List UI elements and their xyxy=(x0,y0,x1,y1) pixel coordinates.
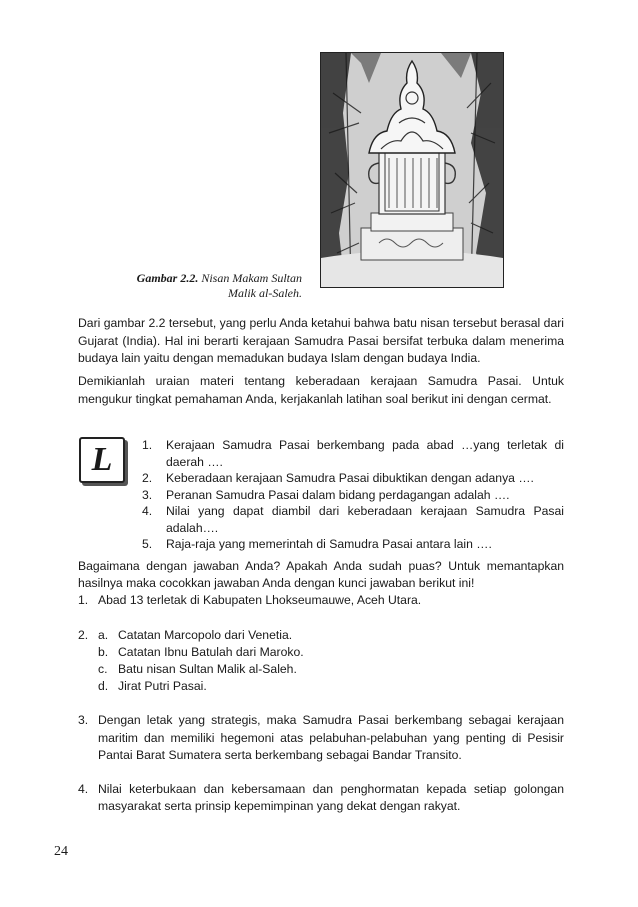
caption-label: Gambar 2.2. xyxy=(136,271,199,285)
exercise-number: 4. xyxy=(142,504,153,518)
answer-sub-item xyxy=(98,644,564,661)
page-number: 24 xyxy=(54,844,68,859)
exercise-text: Kerajaan Samudra Pasai berkembang pada abad …yang terletak di daerah …. xyxy=(166,438,564,469)
sub-text: Catatan Ibnu Batulah dari Maroko. xyxy=(118,644,304,659)
intro-paragraph-1 xyxy=(78,315,564,368)
sub-letter: a. xyxy=(98,627,109,642)
exercise-icon-glyph: L xyxy=(91,441,113,478)
answer-item-1 xyxy=(78,592,564,609)
sub-text: Jirat Putri Pasai. xyxy=(118,679,207,694)
exercise-item xyxy=(142,487,564,504)
exercise-number: 3. xyxy=(142,487,153,502)
exercise-text: Peranan Samudra Pasai dalam bidang perdagangan adalah …. xyxy=(166,487,510,502)
intro-paragraph-2 xyxy=(78,373,564,408)
sub-letter: b. xyxy=(98,644,109,659)
exercise-text: Raja-raja yang memerintah di Samudra Pasai antara lain …. xyxy=(166,537,492,551)
caption-line2: Malik al-Saleh. xyxy=(228,286,302,300)
answer-item-2 xyxy=(78,627,564,696)
answer-item-3 xyxy=(78,712,564,764)
exercise-item xyxy=(142,503,564,536)
answer-number: 4. xyxy=(78,782,89,797)
exercise-list xyxy=(142,437,564,553)
gravestone-photo xyxy=(320,52,504,288)
exercise-number: 1. xyxy=(142,438,153,452)
answer-sub-item xyxy=(98,678,564,695)
intro-text-2: Demikianlah uraian materi tentang keberadaan kerajaan Samudra Pasai. Untuk mengukur tingkat pemahaman Anda, kerjakanlah latihan soal berikut ini dengan cermat. xyxy=(78,374,564,406)
exercise-item xyxy=(142,536,564,553)
sub-text: Catatan Marcopolo dari Venetia. xyxy=(118,627,293,642)
exercise-icon xyxy=(79,437,125,483)
exercise-text: Nilai yang dapat diambil dari keberadaan kerajaan Samudra Pasai adalah…. xyxy=(166,504,564,535)
exercise-item xyxy=(142,437,564,470)
sub-text: Batu nisan Sultan Malik al-Saleh. xyxy=(118,662,297,677)
answers-intro: Bagaimana dengan jawaban Anda? Apakah Anda sudah puas? Untuk memantapkan hasilnya maka cocokkan jawaban Anda dengan kunci jawaban berikut ini! xyxy=(78,559,564,591)
exercise-item xyxy=(142,470,564,487)
answer-number: 3. xyxy=(78,713,89,728)
answer-sub-item xyxy=(98,661,564,678)
answer-text: Nilai keterbukaan dan kebersamaan dan penghormatan kepada setiap golongan masyarakat serta prinsip kepemimpinan yang dekat dengan rakyat. xyxy=(98,782,564,814)
figure-caption xyxy=(110,271,302,301)
intro-text-1: Dari gambar 2.2 tersebut, yang perlu Anda ketahui bahwa batu nisan tersebut berasal dari Gujarat (India). Hal ini berarti kerajaan Samudra Pasai bersifat terbuka dalam menerima budaya lain yaitu dengan memadukan budaya Islam dengan budaya India. xyxy=(78,316,564,365)
answer-text: Abad 13 terletak di Kabupaten Lhokseumauwe, Aceh Utara. xyxy=(98,593,422,608)
exercise-number: 2. xyxy=(142,471,153,485)
exercise-text: Keberadaan kerajaan Samudra Pasai dibuktikan dengan adanya …. xyxy=(166,471,534,485)
gravestone-illustration xyxy=(321,53,503,287)
answer-item-4 xyxy=(78,781,564,815)
caption-line1: Nisan Makam Sultan xyxy=(198,271,302,285)
sub-letter: c. xyxy=(98,662,108,677)
answer-key xyxy=(78,558,564,815)
sub-letter: d. xyxy=(98,679,109,694)
exercise-number: 5. xyxy=(142,537,153,551)
answer-number: 1. xyxy=(78,593,89,608)
answer-text: Dengan letak yang strategis, maka Samudra Pasai berkembang sebagai kerajaan maritim dan memiliki hegemoni atas pelabuhan-pelabuhan yang penting di Pesisir Pantai Barat Sumatera serta berkembang sebagai Bandar Transito. xyxy=(98,713,564,762)
answer-number: 2. xyxy=(78,627,89,642)
answer-sub-item xyxy=(98,627,564,644)
